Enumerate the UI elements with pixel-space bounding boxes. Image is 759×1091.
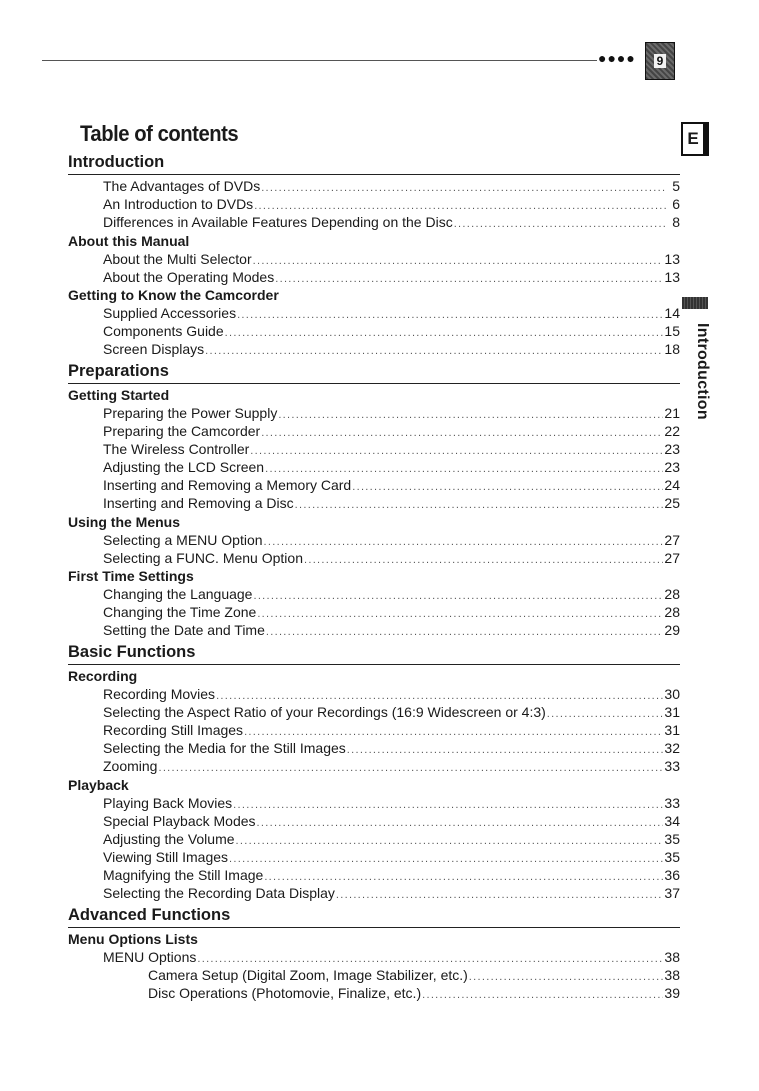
toc-entry[interactable]: [68, 794, 680, 812]
toc-entry-label: The Advantages of DVDs: [103, 178, 261, 194]
toc-entry-label: Setting the Date and Time: [103, 622, 265, 639]
section-heading: Using the Menus: [68, 513, 181, 530]
toc-entry[interactable]: [68, 739, 680, 757]
toc-entry-page: 14: [664, 304, 680, 321]
toc-entry-label: Disc Operations (Photomovie, Finalize, etc.): [148, 985, 422, 1001]
dot-leader: [257, 814, 664, 832]
toc-entry-label: Changing the Time Zone: [103, 604, 257, 621]
toc-entry-label: Components Guide: [103, 323, 224, 340]
toc-entry[interactable]: [68, 494, 680, 512]
toc-entry-label: The Wireless Controller: [103, 440, 250, 457]
toc-list: [68, 150, 680, 1002]
page-number-box: [645, 42, 675, 80]
toc-entry-page: 27: [664, 549, 680, 566]
dot-leader: [547, 705, 664, 723]
toc-entry-page: 34: [664, 812, 680, 829]
toc-entry-page: 27: [664, 531, 680, 548]
toc-entry-label: Inserting and Removing a Memory Card: [103, 477, 352, 494]
dot-leader: [454, 215, 667, 233]
page-number: 9: [654, 54, 667, 68]
toc-entry[interactable]: [68, 549, 680, 567]
toc-entry-label: About the Multi Selector: [103, 250, 252, 267]
toc-entry[interactable]: [68, 304, 680, 322]
dot-leader: [347, 741, 664, 759]
dot-leader: [278, 406, 663, 424]
toc-entry-label: Selecting the Aspect Ratio of your Recordings (16:9 Widescreen or 4:3): [103, 703, 546, 720]
toc-entry-page: 22: [664, 422, 680, 439]
dot-leader: [253, 252, 664, 270]
toc-entry[interactable]: [68, 812, 680, 830]
toc-entry-label: Inserting and Removing a Disc: [103, 495, 294, 512]
toc-entry[interactable]: [68, 440, 680, 458]
dot-leader: [469, 968, 664, 986]
dot-leader: [261, 179, 667, 197]
toc-entry[interactable]: [68, 703, 680, 721]
dot-leader: [225, 324, 664, 342]
toc-entry-page: 25: [664, 495, 680, 512]
dot-leader: [233, 796, 663, 814]
section-heading: Recording: [68, 667, 138, 684]
toc-entry-label: Camera Setup (Digital Zoom, Image Stabilizer, etc.): [148, 966, 468, 983]
dot-leader: [336, 886, 664, 904]
toc-entry[interactable]: [68, 213, 680, 231]
toc-entry-page: 28: [664, 604, 680, 621]
toc-entry-label: Recording Still Images: [103, 721, 244, 738]
toc-entry-page: 31: [664, 721, 680, 738]
dot-leader: [236, 832, 664, 850]
dot-leader: [264, 533, 664, 551]
toc-entry-page: 15: [664, 323, 680, 340]
toc-entry-page: 33: [664, 794, 680, 811]
toc-entry[interactable]: [68, 884, 680, 902]
toc-entry[interactable]: [68, 476, 680, 494]
toc-entry[interactable]: [68, 948, 680, 966]
dot-leader: [158, 759, 663, 777]
toc-entry[interactable]: [68, 177, 680, 195]
dot-leader: [205, 342, 663, 360]
toc-entry-page: 38: [664, 966, 680, 983]
toc-entry-page: 32: [664, 740, 680, 757]
toc-entry-label: Differences in Available Features Depending on the Disc: [103, 214, 453, 231]
toc-entry-label: Special Playback Modes: [103, 812, 256, 829]
toc-entry[interactable]: [68, 195, 680, 213]
toc-entry-page: 38: [664, 948, 680, 965]
section-heading: Getting to Know the Camcorder: [68, 286, 279, 303]
toc-entry-page: 37: [664, 885, 680, 902]
toc-entry[interactable]: [68, 458, 680, 476]
dot-leader: [257, 605, 663, 623]
toc-entry[interactable]: [68, 866, 680, 884]
toc-entry[interactable]: [68, 404, 680, 422]
page-title: Table of contents: [80, 121, 239, 146]
toc-entry[interactable]: [68, 830, 680, 848]
chapter-heading: Advanced Functions: [68, 903, 680, 928]
toc-entry-page: 30: [664, 685, 680, 702]
toc-entry[interactable]: [68, 531, 680, 549]
section-heading: About this Manual: [68, 232, 190, 249]
toc-entry-label: Playing Back Movies: [103, 794, 233, 811]
toc-entry[interactable]: [68, 268, 680, 286]
toc-entry-page: 35: [664, 830, 680, 847]
toc-entry-page: 33: [664, 758, 680, 775]
section-heading: Getting Started: [68, 386, 170, 403]
toc-entry-label: Adjusting the LCD Screen: [103, 459, 265, 476]
toc-entry-page: 18: [664, 341, 680, 358]
toc-entry-label: Selecting the Media for the Still Images: [103, 740, 346, 757]
toc-entry-page: 36: [664, 867, 680, 884]
section-heading: First Time Settings: [68, 568, 194, 584]
toc-entry[interactable]: [68, 721, 680, 739]
dot-leader: [237, 306, 663, 324]
toc-entry-page: 21: [664, 404, 680, 421]
dot-leader: [422, 986, 663, 1004]
chapter-heading: Preparations: [68, 359, 680, 384]
toc-entry-page: 23: [664, 459, 680, 476]
toc-entry-label: About the Operating Modes: [103, 268, 275, 285]
dot-leader: [229, 850, 663, 868]
toc-entry-label: Magnifying the Still Image: [103, 867, 264, 884]
toc-entry[interactable]: [68, 250, 680, 268]
toc-entry-page: 5: [672, 178, 680, 194]
chapter-heading: Introduction: [68, 150, 680, 175]
toc-entry-label: Selecting a MENU Option: [103, 531, 263, 548]
dot-leader: [253, 587, 663, 605]
dot-leader: [275, 270, 663, 288]
toc-entry-label: Recording Movies: [103, 685, 216, 702]
side-tab-marker: [682, 297, 708, 309]
toc-entry-page: 29: [664, 622, 680, 639]
toc-entry[interactable]: [68, 585, 680, 603]
toc-entry[interactable]: [68, 757, 680, 775]
toc-entry-label: Changing the Language: [103, 586, 253, 602]
dot-leader: [295, 496, 664, 514]
toc-entry[interactable]: [68, 621, 680, 639]
toc-entry[interactable]: [68, 340, 680, 358]
toc-entry-label: Zooming: [103, 758, 158, 775]
toc-entry-page: 13: [664, 250, 680, 267]
dot-leader: [266, 623, 664, 641]
toc-entry-label: MENU Options: [103, 948, 197, 965]
toc-entry-label: Supplied Accessories: [103, 304, 237, 321]
toc-entry-page: 23: [664, 440, 680, 457]
toc-entry-label: Preparing the Power Supply: [103, 404, 278, 421]
toc-entry[interactable]: [68, 848, 680, 866]
dot-leader: [261, 424, 663, 442]
toc-entry[interactable]: [68, 422, 680, 440]
dot-leader: [352, 478, 663, 496]
toc-entry-page: 35: [664, 849, 680, 866]
dot-leader: [304, 551, 663, 569]
toc-entry-page: 39: [664, 985, 680, 1001]
toc-entry-page: 6: [672, 196, 680, 213]
toc-entry-label: Selecting the Recording Data Display: [103, 885, 335, 902]
chapter-heading: Basic Functions: [68, 640, 680, 665]
toc-entry[interactable]: [68, 984, 680, 1002]
toc-entry-label: Preparing the Camcorder: [103, 422, 261, 439]
section-heading: Playback: [68, 776, 129, 793]
toc-entry[interactable]: [68, 322, 680, 340]
toc-entry[interactable]: [68, 603, 680, 621]
toc-entry-label: Adjusting the Volume: [103, 830, 235, 847]
toc-entry-page: 13: [664, 268, 680, 285]
toc-entry[interactable]: [68, 685, 680, 703]
section-heading: Menu Options Lists: [68, 930, 198, 947]
toc-entry-label: Viewing Still Images: [103, 849, 229, 866]
language-badge: E: [681, 122, 709, 156]
header-rule: [42, 60, 597, 61]
toc-entry[interactable]: [68, 966, 680, 984]
toc-entry-label: An Introduction to DVDs: [103, 196, 254, 213]
toc-entry-page: 28: [664, 586, 680, 602]
toc-entry-label: Screen Displays: [103, 341, 205, 358]
toc-entry-page: 8: [672, 214, 680, 231]
toc-entry-label: Selecting a FUNC. Menu Option: [103, 549, 303, 566]
header-dots: ●●●●: [598, 50, 636, 66]
toc-entry-page: 31: [664, 703, 680, 720]
side-tab-label: Introduction: [694, 323, 711, 420]
dot-leader: [250, 442, 663, 460]
toc-entry-page: 24: [664, 477, 680, 494]
